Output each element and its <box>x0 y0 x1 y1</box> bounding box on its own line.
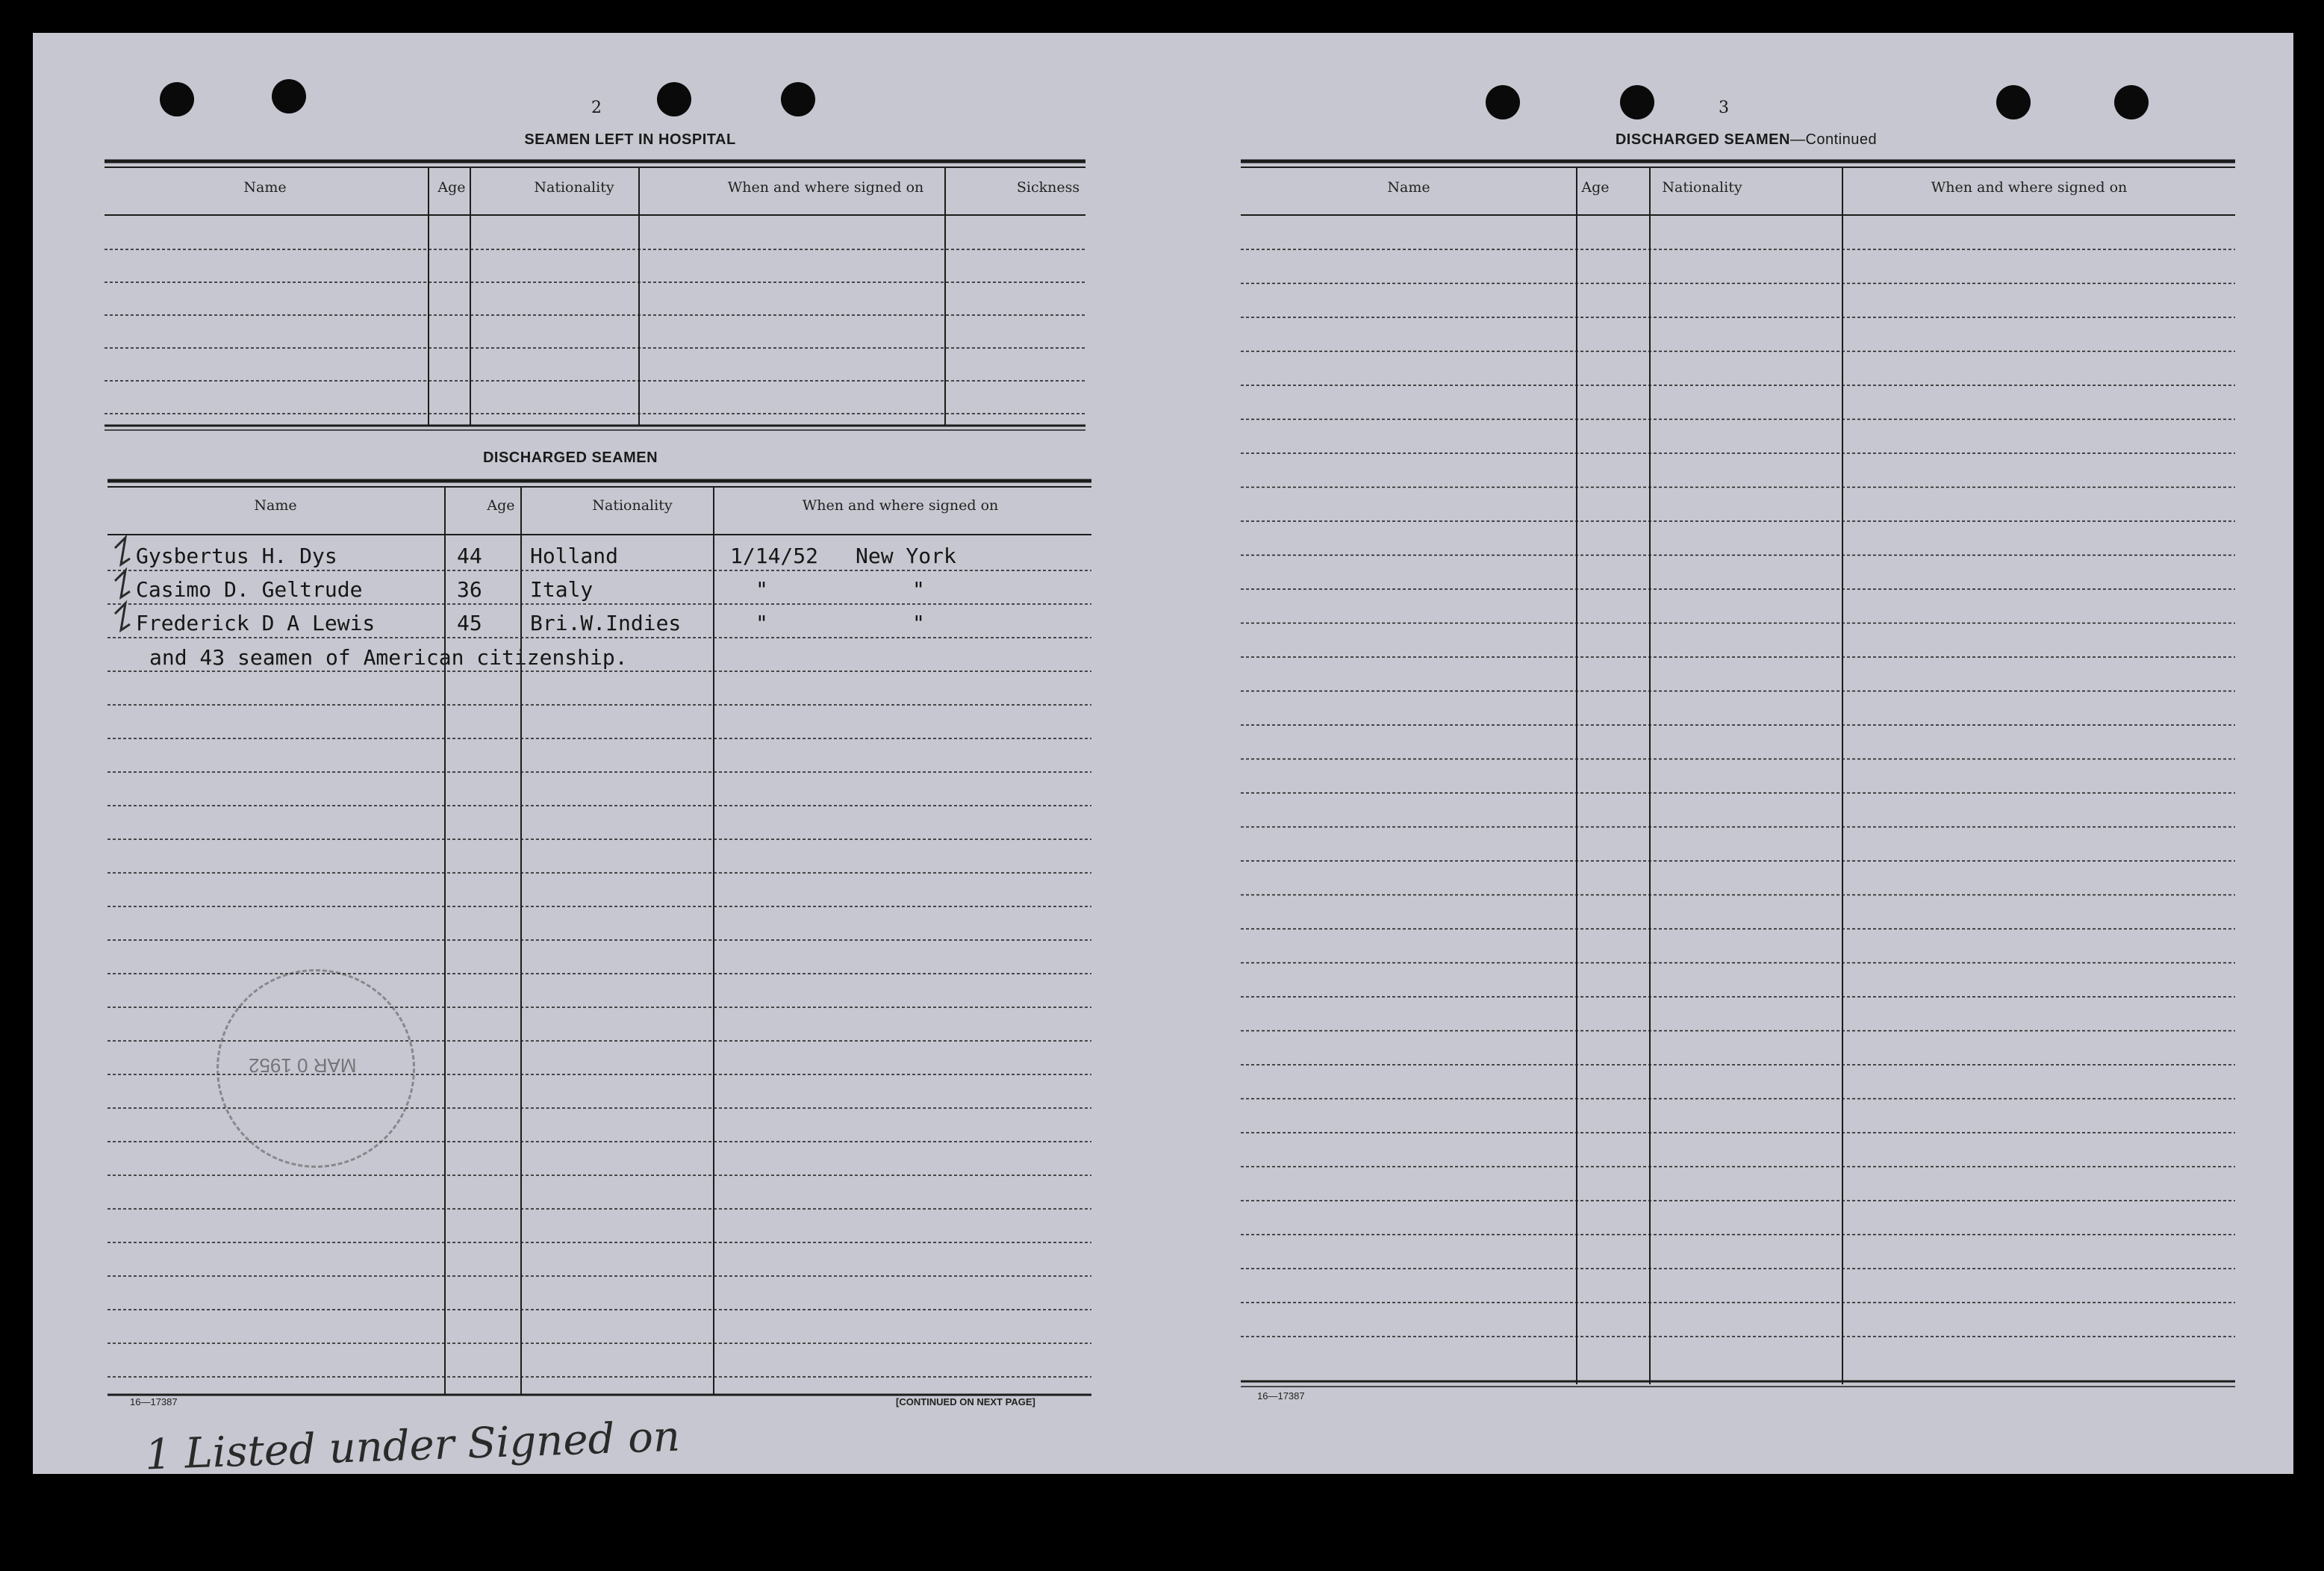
check-mark <box>115 570 130 597</box>
stamp-text: MAR 0 1952 <box>249 1054 357 1077</box>
discharged-row-2-date: " <box>756 577 768 602</box>
form-number-left: 16—17387 <box>130 1396 178 1407</box>
discharged-note: and 43 seamen of American citizenship. <box>149 645 628 670</box>
discharged-row-3-age: 45 <box>457 611 482 635</box>
discharged-row-1-nationality: Holland <box>530 544 619 568</box>
document-sheet <box>33 33 2293 1480</box>
hospital-col-age: Age <box>437 179 466 196</box>
discharged-row-2-nationality: Italy <box>530 577 594 602</box>
discharged-section-title: DISCHARGED SEAMEN <box>482 449 658 466</box>
discharged-col-nationality: Nationality <box>592 497 673 514</box>
hospital-col-nationality: Nationality <box>534 179 614 196</box>
discharged-col-name: Name <box>254 497 297 514</box>
handwritten-note: 1 Listed under Signed on <box>144 1412 681 1480</box>
hospital-col-signed-on: When and where signed on <box>727 179 924 196</box>
check-mark <box>115 538 130 564</box>
discharged-col-signed-on: When and where signed on <box>802 497 999 514</box>
continued-note: [CONTINUED ON NEXT PAGE] <box>896 1396 1035 1407</box>
table-rulings <box>33 33 2293 1474</box>
discharged-col-age: Age <box>487 497 515 514</box>
page-number-left: 2 <box>591 99 602 117</box>
hospital-col-sickness: Sickness <box>1016 179 1080 196</box>
discharged-row-1-date: 1/14/52 <box>730 544 819 568</box>
discharged-row-1-place: New York <box>856 544 956 568</box>
page-number-right: 3 <box>1719 99 1729 117</box>
discharged-row-3-name: Frederick D A Lewis <box>136 611 376 635</box>
discharged-row-3-date: " <box>756 611 768 635</box>
discharged-row-1-age: 44 <box>457 544 482 568</box>
right-title-suffix: —Continued <box>1789 131 1878 148</box>
right-col-nationality: Nationality <box>1662 179 1742 196</box>
discharged-row-2-age: 36 <box>457 577 482 602</box>
hospital-section-title: SEAMEN LEFT IN HOSPITAL <box>524 131 736 148</box>
hospital-col-name: Name <box>243 179 287 196</box>
discharged-row-3-nationality: Bri.W.Indies <box>530 611 682 635</box>
discharged-row-2-place: " <box>912 577 925 602</box>
check-mark <box>115 603 130 630</box>
form-number-right: 16—17387 <box>1257 1390 1305 1402</box>
discharged-row-3-place: " <box>912 611 925 635</box>
right-col-name: Name <box>1387 179 1430 196</box>
right-col-signed-on: When and where signed on <box>1931 179 2128 196</box>
discharged-row-2-name: Casimo D. Geltrude <box>136 577 363 602</box>
right-col-age: Age <box>1581 179 1610 196</box>
discharged-row-1-name: Gysbertus H. Dys <box>136 544 337 568</box>
right-title-main: DISCHARGED SEAMEN <box>1615 131 1790 148</box>
